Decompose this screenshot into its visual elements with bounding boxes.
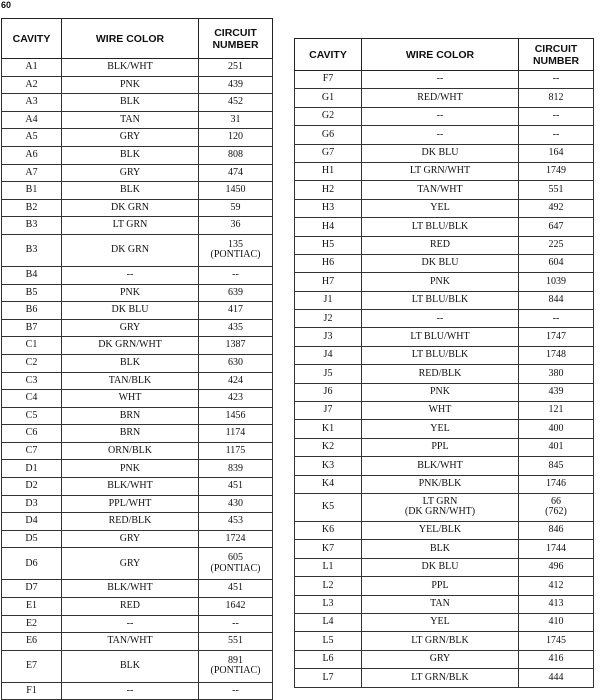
circuit-number-cell: 225 [519, 236, 594, 254]
table-row [2, 407, 273, 425]
table-row [2, 530, 273, 548]
circuit-number-cell: 380 [519, 365, 594, 383]
circuit-number-cell: 1450 [199, 182, 273, 200]
table-row [2, 495, 273, 513]
cavity-cell: E7 [2, 650, 62, 682]
cavity-cell: J6 [295, 383, 362, 401]
table-row [2, 164, 273, 182]
cavity-cell: C3 [2, 372, 62, 390]
wire-color-cell: BLK/WHT [62, 59, 199, 77]
wire-color-cell: RED [362, 236, 519, 254]
table-row [2, 302, 273, 320]
cavity-cell: C4 [2, 390, 62, 408]
table-row [295, 613, 594, 631]
circuit-number-cell: 844 [519, 291, 594, 309]
table-row [295, 181, 594, 199]
wire-color-cell: LT GRN/BLK [362, 669, 519, 687]
wire-color-cell: DK GRN [62, 234, 199, 266]
wire-color-cell: DK GRN [62, 199, 199, 217]
wire-color-cell: PPL [362, 438, 519, 456]
cavity-cell: D3 [2, 495, 62, 513]
table-row [2, 513, 273, 531]
circuit-number-cell: -- [199, 682, 273, 700]
circuit-number-cell: 453 [199, 513, 273, 531]
circuit-number-cell: -- [199, 266, 273, 284]
circuit-number-cell: 639 [199, 284, 273, 302]
circuit-number-value: 135 [228, 238, 243, 250]
cavity-cell: B3 [2, 217, 62, 235]
circuit-number-cell: 451 [199, 478, 273, 496]
circuit-number-cell: -- [519, 310, 594, 328]
circuit-number-cell: 451 [199, 580, 273, 598]
table-row [295, 475, 594, 493]
wire-color-cell: TAN/BLK [62, 372, 199, 390]
table-row [2, 598, 273, 616]
table-row [2, 372, 273, 390]
wire-color-cell: GRY [62, 164, 199, 182]
table-row [2, 234, 273, 266]
wire-color-cell: DK BLU [362, 144, 519, 162]
cavity-cell: L6 [295, 650, 362, 668]
cavity-cell: D1 [2, 460, 62, 478]
table-row [295, 595, 594, 613]
wire-color-cell: RED/BLK [362, 365, 519, 383]
cavity-cell: D6 [2, 548, 62, 580]
wire-color-cell: -- [362, 71, 519, 89]
wire-color-cell: GRY [62, 530, 199, 548]
circuit-number-cell: 444 [519, 669, 594, 687]
cavity-cell: C5 [2, 407, 62, 425]
cavity-cell: C2 [2, 354, 62, 372]
cavity-cell: H4 [295, 218, 362, 236]
table-row [2, 266, 273, 284]
circuit-number-cell [199, 548, 273, 580]
cavity-cell: F1 [2, 682, 62, 700]
cavity-cell: B6 [2, 302, 62, 320]
circuit-number-cell: 452 [199, 94, 273, 112]
cavity-cell: L5 [295, 632, 362, 650]
circuit-number-cell: 1175 [199, 442, 273, 460]
circuit-number-cell: 410 [519, 613, 594, 631]
wire-color-cell: BLK [62, 146, 199, 164]
wire-color-cell: BLK/WHT [62, 580, 199, 598]
wire-color-cell: -- [362, 126, 519, 144]
table-row [295, 420, 594, 438]
circuit-number-cell: 812 [519, 89, 594, 107]
table-row [2, 129, 273, 147]
circuit-number-cell [199, 234, 273, 266]
table-row [295, 558, 594, 576]
wire-color-cell: LT BLU/BLK [362, 218, 519, 236]
table-row [2, 633, 273, 651]
wire-color-cell: BRN [62, 407, 199, 425]
table-row [2, 478, 273, 496]
circuit-number-cell: -- [199, 615, 273, 633]
table-row [2, 111, 273, 129]
circuit-number-cell: 1748 [519, 346, 594, 364]
circuit-number-note: (PONTIAC) [210, 249, 261, 261]
cavity-cell: L7 [295, 669, 362, 687]
circuit-number-cell: 59 [199, 199, 273, 217]
table-row [295, 144, 594, 162]
table-row [2, 682, 273, 700]
table-row [295, 199, 594, 217]
circuit-number-cell: 808 [199, 146, 273, 164]
cavity-cell: C7 [2, 442, 62, 460]
circuit-number-cell: 401 [519, 438, 594, 456]
cavity-cell: K1 [295, 420, 362, 438]
wire-color-cell: BLK [62, 354, 199, 372]
wire-color-cell: PNK [362, 383, 519, 401]
table-row [2, 354, 273, 372]
table-row [295, 669, 594, 687]
table-row [2, 199, 273, 217]
cavity-cell: G6 [295, 126, 362, 144]
cavity-cell: A4 [2, 111, 62, 129]
cavity-cell: K2 [295, 438, 362, 456]
header-row [2, 19, 273, 59]
wire-color-cell: GRY [62, 319, 199, 337]
wire-color-cell: DK GRN/WHT [62, 337, 199, 355]
cavity-cell: B1 [2, 182, 62, 200]
wire-color-cell: PPL/WHT [62, 495, 199, 513]
table-row [2, 284, 273, 302]
header-circuit-number: CIRCUIT NUMBER [519, 39, 594, 71]
circuit-number-cell: 430 [199, 495, 273, 513]
wire-table-right [294, 38, 594, 688]
cavity-cell: K6 [295, 521, 362, 539]
cavity-cell: A3 [2, 94, 62, 112]
page-marker: 60 [1, 0, 12, 10]
wire-color-cell: YEL/BLK [362, 521, 519, 539]
table-row [2, 442, 273, 460]
cavity-cell: K5 [295, 493, 362, 521]
table-row [295, 493, 594, 521]
circuit-number-cell: 251 [199, 59, 273, 77]
table-row [295, 457, 594, 475]
table-row [295, 632, 594, 650]
circuit-number-value: 66 [551, 495, 561, 507]
circuit-number-cell: 31 [199, 111, 273, 129]
cavity-cell: B7 [2, 319, 62, 337]
circuit-number-cell [199, 650, 273, 682]
cavity-cell: C1 [2, 337, 62, 355]
table-row [2, 319, 273, 337]
wire-color-cell: ORN/BLK [62, 442, 199, 460]
header-row [295, 39, 594, 71]
circuit-number-cell: 400 [519, 420, 594, 438]
table-row [295, 438, 594, 456]
circuit-number-cell: 120 [199, 129, 273, 147]
circuit-number-cell: 435 [199, 319, 273, 337]
table-row [295, 126, 594, 144]
table-row [2, 548, 273, 580]
wire-color-value: LT GRN [422, 495, 458, 507]
table-row [295, 577, 594, 595]
cavity-cell: H2 [295, 181, 362, 199]
cavity-cell: J7 [295, 402, 362, 420]
wire-color-cell: LT BLU/WHT [362, 328, 519, 346]
wire-table-left [1, 18, 273, 700]
wire-color-cell: TAN [62, 111, 199, 129]
cavity-cell: D5 [2, 530, 62, 548]
circuit-number-cell: -- [519, 107, 594, 125]
circuit-number-cell: 121 [519, 402, 594, 420]
circuit-number-cell: -- [519, 71, 594, 89]
circuit-number-note: (762) [545, 506, 567, 518]
wire-color-note: (DK GRN/WHT) [404, 506, 476, 518]
wire-color-cell: GRY [62, 548, 199, 580]
circuit-number-cell: 423 [199, 390, 273, 408]
circuit-number-cell: 496 [519, 558, 594, 576]
circuit-number-cell: 1745 [519, 632, 594, 650]
table-row [295, 402, 594, 420]
wire-color-cell: PNK [62, 76, 199, 94]
wire-color-cell: -- [362, 107, 519, 125]
table-row [2, 76, 273, 94]
header-wire-color: WIRE COLOR [362, 39, 519, 71]
table-row [295, 365, 594, 383]
wire-color-cell: -- [62, 615, 199, 633]
circuit-number-cell: -- [519, 126, 594, 144]
circuit-number-cell: 164 [519, 144, 594, 162]
wire-color-cell: GRY [362, 650, 519, 668]
wire-color-cell: PNK [62, 460, 199, 478]
cavity-cell: A1 [2, 59, 62, 77]
cavity-cell: J2 [295, 310, 362, 328]
table-row [295, 236, 594, 254]
cavity-cell: E2 [2, 615, 62, 633]
table-row [295, 346, 594, 364]
table-row [295, 254, 594, 272]
cavity-cell: A6 [2, 146, 62, 164]
circuit-number-cell: 1642 [199, 598, 273, 616]
table-row [2, 580, 273, 598]
wire-color-cell: YEL [362, 199, 519, 217]
cavity-cell: H7 [295, 273, 362, 291]
header-wire-color: WIRE COLOR [62, 19, 199, 59]
circuit-number-cell: 417 [199, 302, 273, 320]
wire-color-cell: RED/WHT [362, 89, 519, 107]
circuit-number-cell: 846 [519, 521, 594, 539]
circuit-number-cell: 845 [519, 457, 594, 475]
cavity-cell: H5 [295, 236, 362, 254]
wire-color-cell: LT BLU/BLK [362, 346, 519, 364]
table-row [2, 59, 273, 77]
cavity-cell: L3 [295, 595, 362, 613]
wire-color-cell: PPL [362, 577, 519, 595]
circuit-number-cell: 647 [519, 218, 594, 236]
cavity-cell: G1 [295, 89, 362, 107]
cavity-cell: L1 [295, 558, 362, 576]
circuit-number-cell: 604 [519, 254, 594, 272]
table-row [2, 425, 273, 443]
circuit-number-cell: 416 [519, 650, 594, 668]
table-row [295, 383, 594, 401]
cavity-cell: C6 [2, 425, 62, 443]
cavity-cell: F7 [295, 71, 362, 89]
table-row [295, 107, 594, 125]
cavity-cell: E1 [2, 598, 62, 616]
table-row [2, 390, 273, 408]
table-row [2, 146, 273, 164]
circuit-number-cell: 1456 [199, 407, 273, 425]
circuit-number-value: 605 [228, 552, 243, 564]
circuit-number-cell: 413 [519, 595, 594, 613]
wire-color-cell: YEL [362, 420, 519, 438]
circuit-number-cell: 1724 [199, 530, 273, 548]
wire-color-cell: PNK [362, 273, 519, 291]
cavity-cell: A7 [2, 164, 62, 182]
cavity-cell: H6 [295, 254, 362, 272]
circuit-number-cell: 424 [199, 372, 273, 390]
wire-color-cell: TAN [362, 595, 519, 613]
circuit-number-cell [519, 493, 594, 521]
circuit-number-cell: 1744 [519, 540, 594, 558]
table-row [295, 162, 594, 180]
wire-color-cell: BLK [62, 94, 199, 112]
circuit-number-cell: 412 [519, 577, 594, 595]
circuit-number-cell: 839 [199, 460, 273, 478]
cavity-cell: J3 [295, 328, 362, 346]
wire-color-cell: RED [62, 598, 199, 616]
table-row [295, 291, 594, 309]
wire-color-cell: RED/BLK [62, 513, 199, 531]
wire-color-cell: BLK [362, 540, 519, 558]
table-row [295, 273, 594, 291]
cavity-cell: G7 [295, 144, 362, 162]
circuit-number-cell: 439 [519, 383, 594, 401]
circuit-number-cell: 1749 [519, 162, 594, 180]
cavity-cell: H1 [295, 162, 362, 180]
wire-color-cell: GRY [62, 129, 199, 147]
header-cavity: CAVITY [295, 39, 362, 71]
wire-color-cell: TAN/WHT [62, 633, 199, 651]
cavity-cell: B4 [2, 266, 62, 284]
cavity-cell: J5 [295, 365, 362, 383]
table-row [2, 650, 273, 682]
wire-color-cell: BLK/WHT [362, 457, 519, 475]
wire-color-cell: BRN [62, 425, 199, 443]
wire-color-cell: PNK [62, 284, 199, 302]
cavity-cell: A5 [2, 129, 62, 147]
table-row [295, 218, 594, 236]
cavity-cell: K7 [295, 540, 362, 558]
circuit-number-cell: 630 [199, 354, 273, 372]
table-row [2, 615, 273, 633]
cavity-cell: A2 [2, 76, 62, 94]
cavity-cell: J4 [295, 346, 362, 364]
wire-color-cell: -- [362, 310, 519, 328]
table-row [2, 337, 273, 355]
wire-color-cell [362, 493, 519, 521]
table-row [295, 540, 594, 558]
table-row [295, 328, 594, 346]
table-row [2, 94, 273, 112]
table-row [295, 650, 594, 668]
wire-color-cell: -- [62, 266, 199, 284]
table-row [295, 521, 594, 539]
header-circuit-number: CIRCUIT NUMBER [199, 19, 273, 59]
cavity-cell: B5 [2, 284, 62, 302]
cavity-cell: K4 [295, 475, 362, 493]
circuit-number-cell: 439 [199, 76, 273, 94]
wire-color-cell: LT GRN [62, 217, 199, 235]
circuit-number-note: (PONTIAC) [210, 562, 261, 574]
cavity-cell: J1 [295, 291, 362, 309]
circuit-number-note: (PONTIAC) [210, 665, 261, 677]
wire-color-cell: -- [62, 682, 199, 700]
wire-color-cell: LT GRN/WHT [362, 162, 519, 180]
table-row [2, 182, 273, 200]
cavity-cell: D4 [2, 513, 62, 531]
wire-color-cell: BLK [62, 182, 199, 200]
wire-color-cell: BLK/WHT [62, 478, 199, 496]
cavity-cell: H3 [295, 199, 362, 217]
wire-color-cell: DK BLU [362, 254, 519, 272]
table-row [295, 71, 594, 89]
circuit-number-cell: 474 [199, 164, 273, 182]
wire-color-cell: WHT [62, 390, 199, 408]
circuit-number-cell: 492 [519, 199, 594, 217]
table-row [2, 460, 273, 478]
wire-color-cell: DK BLU [62, 302, 199, 320]
wire-color-cell: DK BLU [362, 558, 519, 576]
circuit-number-cell: 1747 [519, 328, 594, 346]
table-row [295, 310, 594, 328]
wire-color-cell: BLK [62, 650, 199, 682]
cavity-cell: D2 [2, 478, 62, 496]
cavity-cell: K3 [295, 457, 362, 475]
cavity-cell: G2 [295, 107, 362, 125]
wire-color-cell: YEL [362, 613, 519, 631]
wire-color-cell: TAN/WHT [362, 181, 519, 199]
cavity-cell: E6 [2, 633, 62, 651]
cavity-cell: B3 [2, 234, 62, 266]
wire-color-cell: WHT [362, 402, 519, 420]
header-cavity: CAVITY [2, 19, 62, 59]
cavity-cell: B2 [2, 199, 62, 217]
circuit-number-cell: 1174 [199, 425, 273, 443]
circuit-number-cell: 1746 [519, 475, 594, 493]
circuit-number-cell: 551 [519, 181, 594, 199]
cavity-cell: L4 [295, 613, 362, 631]
table-row [2, 217, 273, 235]
wire-color-cell: PNK/BLK [362, 475, 519, 493]
circuit-number-value: 891 [228, 654, 243, 666]
table-row [295, 89, 594, 107]
cavity-cell: L2 [295, 577, 362, 595]
wire-color-cell: LT GRN/BLK [362, 632, 519, 650]
cavity-cell: D7 [2, 580, 62, 598]
circuit-number-cell: 36 [199, 217, 273, 235]
circuit-number-cell: 1039 [519, 273, 594, 291]
circuit-number-cell: 1387 [199, 337, 273, 355]
circuit-number-cell: 551 [199, 633, 273, 651]
wire-color-cell: LT BLU/BLK [362, 291, 519, 309]
